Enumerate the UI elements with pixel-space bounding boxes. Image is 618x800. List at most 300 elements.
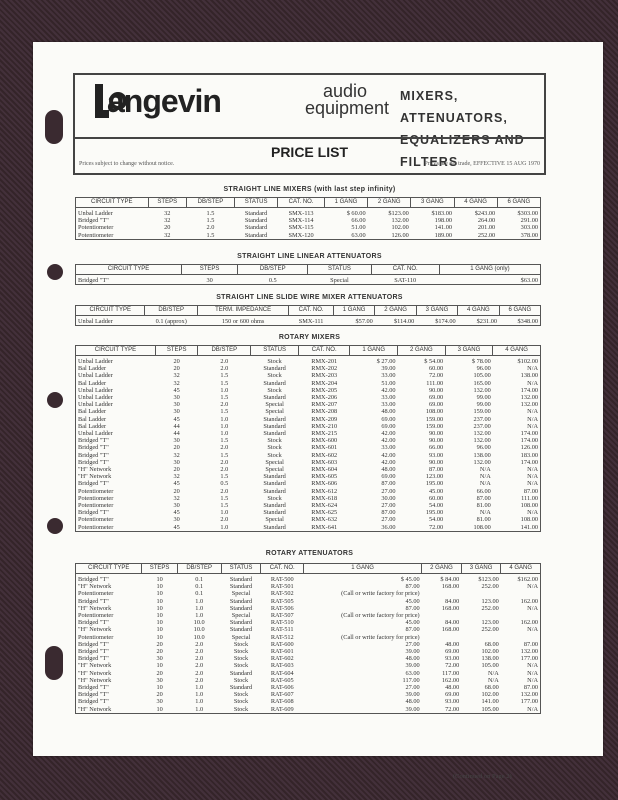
table-cell: "H" Network	[78, 662, 112, 670]
table-cell: 177.00	[520, 655, 538, 663]
table-cell: RAT-606	[270, 684, 294, 692]
table-cell: 20	[156, 648, 163, 656]
binder-hole	[45, 110, 63, 144]
table-cell: 162.00	[520, 597, 538, 605]
table-cell: Standard	[229, 576, 253, 583]
table-cell: $102.00	[517, 358, 538, 365]
table-cell: 10.0	[193, 626, 205, 634]
table-cell: Standard	[229, 597, 253, 605]
table-cell: Standard	[263, 487, 286, 495]
table-row	[76, 217, 541, 224]
table-cell: 2.0	[206, 224, 215, 232]
column-header: 3 GANG	[411, 198, 454, 208]
table-cell: 126.00	[520, 444, 538, 452]
column-header: STATUS	[234, 198, 277, 208]
table-cell: 39.00	[405, 691, 420, 699]
table-row	[76, 524, 541, 532]
table-cell: Standard	[263, 523, 286, 531]
table-cell	[422, 590, 462, 597]
table-cell: 20	[164, 224, 171, 232]
table-cell: 69.00	[428, 394, 444, 402]
table-cell: 10	[156, 590, 163, 598]
column-header: 1 GANG	[304, 564, 422, 574]
table-cell: 66.00	[476, 487, 491, 495]
column-header: 3 GANG	[445, 346, 493, 356]
table-cell: 123.00	[425, 473, 444, 481]
table-row	[76, 626, 541, 633]
tagline-line: equipment	[305, 98, 390, 118]
table-row	[76, 598, 541, 605]
table-cell: 189.00	[434, 231, 452, 239]
table-row	[76, 358, 541, 365]
column-header: CAT. NO.	[261, 564, 304, 574]
table-cell: 72.00	[428, 372, 444, 380]
table-cell: 138.00	[481, 655, 499, 663]
table-cell: Standard	[244, 224, 268, 232]
table-cell: 198.00	[434, 217, 452, 225]
column-header: 1 GANG	[324, 198, 367, 208]
table-cell: RAT-506	[270, 604, 294, 612]
table-cell: 48.00	[405, 655, 420, 663]
table-cell: 69.00	[445, 691, 460, 699]
table-cell: 90.00	[428, 458, 444, 466]
page-title: PRICE LIST	[270, 144, 348, 160]
table-cell: 30	[173, 394, 180, 402]
table-cell: Special	[265, 516, 284, 524]
table-cell: 1.5	[220, 451, 229, 459]
column-header: 3 GANG	[416, 306, 457, 316]
table-cell: 1.0	[220, 422, 229, 430]
table-cell: 48.00	[381, 466, 396, 474]
table-cell: 252.00	[481, 626, 499, 634]
table-cell: Bridged "T"	[78, 691, 109, 699]
table-cell: 32	[173, 473, 180, 481]
table-cell: Bridged "T"	[78, 648, 109, 656]
table-header-row	[76, 346, 541, 356]
table-cell: RMX-601	[311, 444, 338, 452]
table-cell: 237.00	[473, 415, 491, 423]
table-cell	[501, 590, 541, 597]
table-cell: 10	[156, 705, 163, 713]
table-cell: 0.5	[268, 277, 277, 284]
table-cell: 2.0	[195, 669, 204, 677]
table-cell: 174.00	[520, 430, 538, 438]
table-cell: N/A	[527, 662, 538, 670]
table-cell: $ 60.00	[346, 210, 366, 217]
table-cell: 10	[156, 626, 163, 634]
table-cell: 84.00	[445, 597, 460, 605]
table-cell: 108.00	[520, 516, 538, 524]
table-cell: RAT-608	[270, 698, 294, 706]
table-cell: $123.00	[388, 210, 409, 217]
table-cell: 32	[173, 494, 180, 502]
table-cell: $57.00	[355, 318, 373, 325]
table-cell: 1.5	[206, 217, 215, 225]
table-cell: 1.0	[195, 691, 204, 699]
column-header: CAT. NO.	[371, 265, 439, 275]
column-header: CAT. NO.	[289, 306, 334, 316]
table-cell: 138.00	[520, 372, 538, 380]
column-header: 2 GANG	[398, 346, 446, 356]
table-cell: 2.0	[220, 487, 229, 495]
table-cell: 2.0	[220, 444, 229, 452]
table-cell: 2.0	[195, 648, 204, 656]
table-cell: $63.00	[520, 277, 538, 284]
table-cell: Stock	[267, 494, 282, 502]
table-cell: 99.00	[476, 401, 491, 409]
column-header: 2 GANG	[375, 306, 416, 316]
table-cell: 132.00	[520, 691, 538, 699]
header-box	[73, 73, 546, 175]
table-cell: 30	[206, 277, 213, 284]
table-cell: Bridged "T"	[78, 451, 109, 459]
table-row	[76, 488, 541, 495]
table-cell: Bridged "T"	[78, 597, 109, 605]
table-cell: $ 84.00	[440, 576, 460, 583]
binder-hole	[47, 392, 63, 408]
table-cell: 33.00	[381, 372, 396, 380]
table-cell: 63.00	[405, 669, 420, 677]
table-cell: 138.00	[473, 451, 491, 459]
table-cell: Unbal Ladder	[78, 401, 113, 409]
table-cell: 42.00	[381, 437, 396, 445]
table-cell: 1.0	[195, 684, 204, 692]
table-cell: 162.00	[441, 676, 460, 684]
table-cell: N/A	[527, 509, 538, 517]
table-cell: 39.00	[405, 705, 420, 713]
table-cell: Bridged "T"	[78, 576, 109, 583]
table-cell: N/A	[527, 466, 538, 474]
table-cell: $183.00	[431, 210, 452, 217]
table-cell: 36.00	[381, 523, 396, 531]
table-cell: 45	[173, 523, 180, 531]
table-cell: Bridged "T"	[78, 619, 109, 627]
column-header: DB/STEP	[187, 198, 235, 208]
table-cell: Potentiometer	[78, 502, 114, 510]
table-cell: 51.00	[351, 224, 366, 232]
table-cell: 87.00	[405, 583, 420, 591]
rotary-mixers-table	[75, 345, 541, 532]
table-cell: 2.0	[220, 401, 229, 409]
table-cell: N/A	[527, 669, 538, 677]
table-cell: Stock	[267, 451, 282, 459]
table-cell: 159.00	[473, 408, 491, 416]
table-cell: RAT-609	[270, 705, 294, 713]
table-cell: 87.00	[405, 626, 420, 634]
table-row	[76, 380, 541, 387]
table-cell	[501, 612, 541, 619]
table-cell: 132.00	[520, 401, 538, 409]
brand-name: angevin	[107, 83, 221, 119]
table-cell: RMX-603	[311, 458, 338, 466]
table-cell: 108.00	[520, 502, 538, 510]
table-cell: RAT-502	[270, 590, 294, 598]
linear-table	[75, 264, 541, 285]
table-cell: RMX-624	[311, 502, 338, 510]
table-cell: Bridged "T"	[78, 509, 109, 517]
table-cell: 237.00	[473, 422, 491, 430]
table-cell: 2.0	[220, 516, 229, 524]
column-header: STEPS	[181, 265, 237, 275]
table-cell: RAT-607	[270, 691, 294, 699]
table-row	[76, 677, 541, 684]
table-row	[76, 509, 541, 516]
table-cell: Unbal Ladder	[78, 372, 113, 380]
straight-mixers-table	[75, 197, 541, 240]
table-cell: 1.5	[220, 473, 229, 481]
table-cell: 30.00	[381, 494, 396, 502]
table-cell: 69.00	[381, 415, 396, 423]
table-cell: Stock	[233, 691, 249, 699]
table-cell: Potentiometer	[78, 590, 114, 598]
table-cell: Standard	[263, 480, 286, 488]
column-header: 3 GANG	[461, 564, 501, 574]
table-cell: SMX-120	[288, 231, 314, 239]
table-row	[76, 576, 541, 583]
table-cell: 93.00	[445, 698, 460, 706]
table-cell: RAT-505	[270, 597, 294, 605]
table-cell: 33.00	[381, 401, 396, 409]
table-cell: Stock	[233, 698, 249, 706]
table-cell: 27.00	[405, 640, 420, 648]
table-cell: RAT-603	[270, 662, 294, 670]
table-cell: 66.00	[428, 444, 444, 452]
table-cell: 45	[173, 480, 180, 488]
table-row	[76, 473, 541, 480]
column-header: DB/STEP	[177, 564, 221, 574]
table-cell: Bridged "T"	[78, 437, 109, 445]
table-cell: 168.00	[441, 583, 460, 591]
table-cell: RMX-641	[311, 523, 338, 531]
table-cell: 1.0	[220, 415, 229, 423]
table-cell: 72.00	[445, 705, 460, 713]
table-cell: 10	[156, 662, 163, 670]
table-cell: 32	[173, 451, 180, 459]
table-cell: Potentiometer	[78, 523, 114, 531]
table-cell: N/A	[527, 480, 538, 488]
table-cell: 68.00	[484, 640, 499, 648]
table-cell: 1.0	[220, 386, 229, 394]
table-cell: 252.00	[481, 604, 499, 612]
table-cell: 1.5	[220, 394, 229, 402]
table-cell: 84.00	[445, 619, 460, 627]
column-header: 1 GANG	[350, 346, 398, 356]
table-cell: N/A	[527, 583, 538, 591]
table-cell: 141.00	[481, 698, 499, 706]
column-header: CIRCUIT TYPE	[76, 564, 142, 574]
table-cell: 30	[156, 655, 163, 663]
table-cell: 117.00	[402, 676, 420, 684]
column-header: 2 GANG	[368, 198, 411, 208]
table-row	[76, 408, 541, 415]
table-row	[76, 495, 541, 502]
table-cell: 69.00	[381, 422, 396, 430]
table-cell: 45	[173, 509, 180, 517]
table-cell: Standard	[244, 210, 268, 217]
table-row	[76, 590, 541, 597]
langevin-logo	[95, 83, 221, 120]
table-cell: 90.00	[428, 437, 444, 445]
table-cell: "H" Network	[78, 676, 112, 684]
table-cell: Bridged "T"	[78, 684, 109, 692]
table-cell: 69.00	[428, 401, 444, 409]
table-cell: 1.0	[195, 698, 204, 706]
table-cell: $174.00	[435, 318, 456, 325]
table-cell: 2.0	[195, 640, 204, 648]
table-cell: 87.00	[476, 494, 491, 502]
table-cell: 87.00	[381, 509, 396, 517]
table-cell: RMX-600	[311, 437, 338, 445]
continued-note: (Continued on Page 2)	[453, 773, 512, 780]
table-cell: Bridged "T"	[78, 698, 109, 706]
table-cell: 45.00	[405, 619, 420, 627]
table-cell: Bridged "T"	[78, 217, 109, 225]
column-header: 4 GANG	[493, 346, 541, 356]
table-cell: RAT-601	[270, 648, 294, 656]
table-cell: N/A	[527, 422, 538, 430]
table-cell: 99.00	[476, 394, 491, 402]
tagline	[305, 81, 390, 118]
table-cell: 132.00	[473, 458, 491, 466]
table-cell	[422, 634, 462, 641]
table-cell: Unbal Ladder	[78, 394, 113, 402]
table-cell: 252.00	[477, 231, 496, 239]
table-cell: 10	[156, 604, 163, 612]
table-cell: Special	[265, 408, 284, 416]
table-cell: 174.00	[520, 458, 538, 466]
table-cell: 1.5	[220, 437, 229, 445]
table-cell: Standard	[229, 583, 253, 591]
table-cell: 162.00	[520, 619, 538, 627]
table-cell: 1.0	[195, 705, 204, 713]
table-cell: RMX-201	[311, 358, 338, 365]
table-cell: 141.00	[520, 523, 538, 531]
table-cell: RMX-604	[311, 466, 338, 474]
table-cell: Bal Ladder	[78, 379, 107, 387]
table-row	[76, 698, 541, 705]
table-cell: SAT-110	[394, 277, 417, 284]
column-header: 1 GANG	[333, 306, 374, 316]
table-cell: $123.00	[478, 576, 499, 583]
table-cell: 102.00	[391, 224, 409, 232]
table-cell: 48.00	[445, 640, 460, 648]
table-cell: 20	[173, 358, 180, 365]
table-cell: 54.00	[428, 502, 444, 510]
table-cell: 10	[156, 597, 163, 605]
table-row	[76, 365, 541, 372]
column-header: STATUS	[251, 346, 299, 356]
table-cell: 10.0	[193, 633, 205, 641]
table-cell: Bridged "T"	[78, 640, 109, 648]
table-row	[76, 466, 541, 473]
table-cell: Standard	[229, 684, 253, 692]
table-cell: 30	[156, 676, 163, 684]
table-cell: 132.00	[391, 217, 409, 225]
table-cell: 2.0	[220, 458, 229, 466]
binder-hole	[47, 518, 63, 534]
table-cell: 87.00	[523, 640, 538, 648]
table-cell: "H" Network	[78, 705, 112, 713]
table-cell: 96.00	[476, 444, 491, 452]
column-header: STATUS	[308, 265, 371, 275]
table-cell: 27.00	[381, 487, 396, 495]
table-cell: Special	[265, 401, 284, 409]
table-cell: 42.00	[381, 430, 396, 438]
note-left: Prices subject to change without notice.	[79, 161, 175, 167]
table-cell: 1.0	[195, 604, 204, 612]
table-cell: Standard	[229, 626, 253, 634]
table-cell: 132.00	[520, 648, 538, 656]
table-cell: 378.00	[520, 231, 538, 239]
table-cell: N/A	[527, 408, 538, 416]
table-cell: 105.00	[481, 662, 499, 670]
column-header: 1 GANG (only)	[439, 265, 540, 275]
table-cell: RMX-625	[311, 509, 338, 517]
table-cell	[422, 612, 462, 619]
table-cell: Stock	[267, 358, 282, 365]
table-cell: 30	[173, 408, 180, 416]
table-cell: 201.00	[477, 224, 496, 232]
table-cell: 10	[156, 684, 163, 692]
table-cell: 10	[156, 633, 163, 641]
table-cell: RMX-206	[311, 394, 338, 402]
table-cell: 20	[173, 365, 180, 373]
table-row	[76, 502, 541, 509]
table-row	[76, 605, 541, 612]
table-cell: RMX-205	[311, 386, 338, 394]
table-cell: 123.00	[481, 619, 499, 627]
table-row	[76, 430, 541, 437]
table-cell: 30	[173, 458, 180, 466]
table-cell: 51.00	[381, 379, 396, 387]
table-row	[76, 655, 541, 662]
section-title: STRAIGHT LINE SLIDE WIRE MIXER ATTENUATORS	[216, 294, 403, 301]
table-cell: 45	[173, 415, 180, 423]
table-cell: 90.00	[428, 386, 444, 394]
table-cell: RMX-204	[311, 379, 338, 387]
table-row	[76, 318, 541, 326]
table-cell: RMX-606	[311, 480, 338, 488]
column-header: DB/STEP	[238, 265, 308, 275]
table-cell: N/A	[527, 705, 538, 713]
table-cell: Special	[231, 612, 251, 620]
column-header: STEPS	[148, 198, 187, 208]
table-cell: Unbal Ladder	[78, 430, 113, 438]
column-header: CAT. NO.	[278, 198, 325, 208]
table-cell	[461, 634, 501, 641]
table-cell: 32	[173, 372, 180, 380]
table-cell: 291.00	[520, 217, 538, 225]
table-cell: Potentiometer	[78, 487, 114, 495]
table-cell: 10	[156, 576, 163, 583]
table-cell: 87.00	[381, 480, 396, 488]
table-cell: Unbal Ladder	[78, 210, 113, 217]
column-header: CAT. NO.	[298, 346, 349, 356]
table-cell: N/A	[527, 365, 538, 373]
table-cell: Standard	[263, 394, 286, 402]
table-cell: Potentiometer	[78, 516, 114, 524]
table-cell: 42.00	[381, 451, 396, 459]
table-cell: 141.00	[434, 224, 452, 232]
table-cell: RAT-600	[270, 640, 294, 648]
table-cell: 72.00	[445, 662, 460, 670]
table-row	[76, 619, 541, 626]
table-cell: RAT-604	[270, 669, 294, 677]
table-row	[76, 372, 541, 379]
table-cell: 10	[156, 583, 163, 591]
table-cell: 30	[156, 698, 163, 706]
table-cell: N/A	[527, 473, 538, 481]
